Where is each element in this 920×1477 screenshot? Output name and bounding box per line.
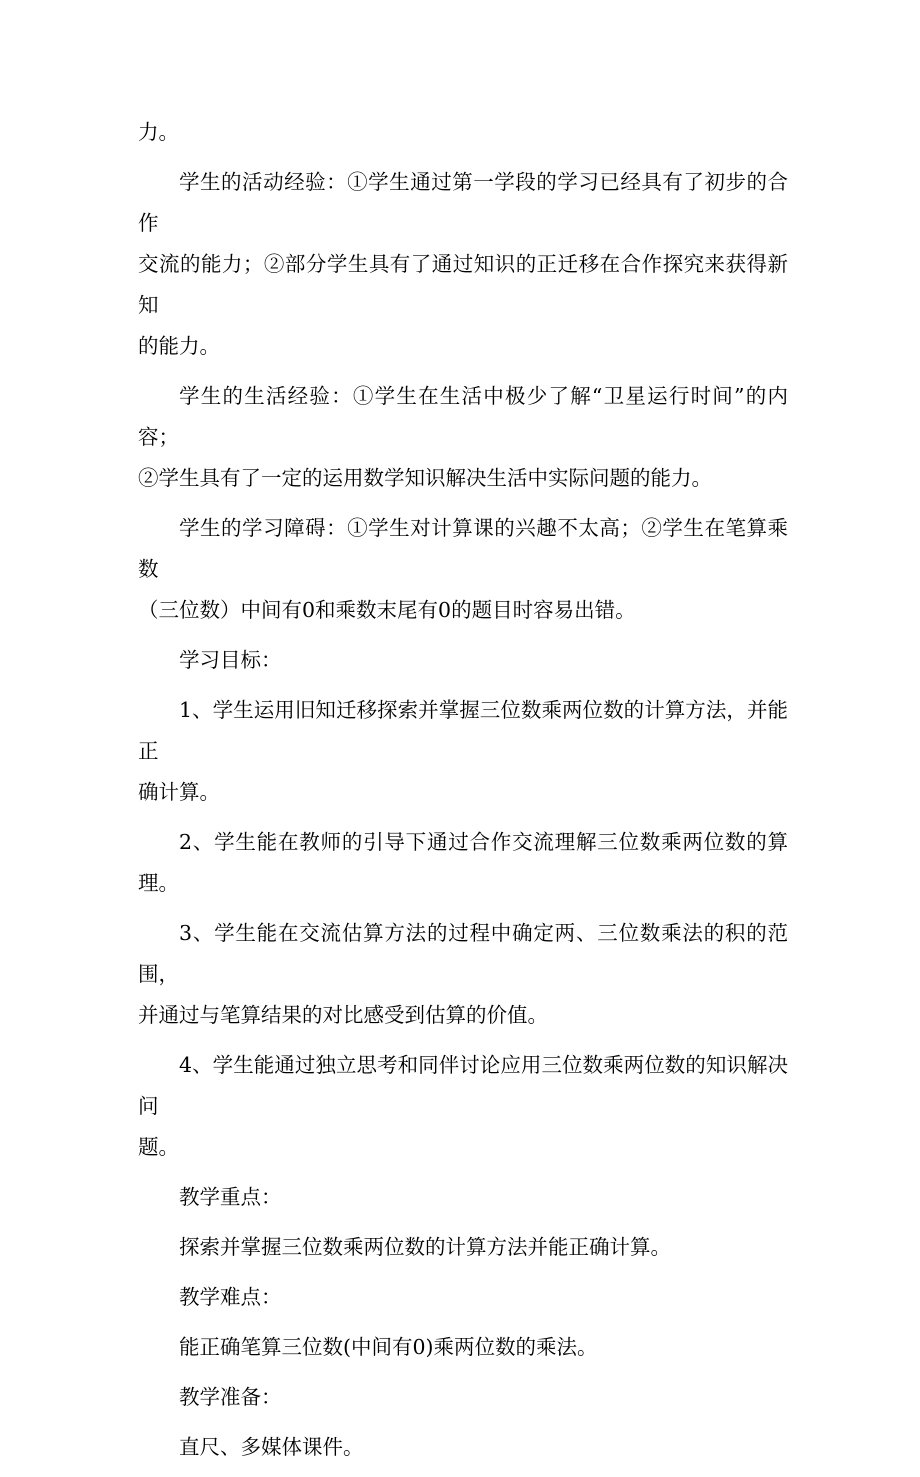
text-line: 探索并掌握三位数乘两位数的计算方法并能正确计算。 bbox=[179, 1235, 671, 1259]
paragraph bbox=[138, 112, 788, 153]
paragraph bbox=[138, 1045, 788, 1168]
text-line: 教学准备： bbox=[179, 1385, 282, 1409]
paragraph bbox=[138, 376, 788, 499]
text-line: 的能力。 bbox=[138, 334, 220, 358]
text-line: 教学难点： bbox=[179, 1285, 282, 1309]
text-line: 能正确笔算三位数(中间有0)乘两位数的乘法。 bbox=[179, 1335, 598, 1359]
paragraph bbox=[138, 1227, 788, 1268]
text-line: 交流的能力；②部分学生具有了通过知识的正迁移在合作探究来获得新知 bbox=[138, 252, 788, 317]
text-line: 直尺、多媒体课件。 bbox=[179, 1435, 364, 1459]
text-line: 3、学生能在交流估算方法的过程中确定两、三位数乘法的积的范围， bbox=[138, 921, 788, 986]
paragraph bbox=[138, 640, 788, 681]
paragraph bbox=[138, 822, 788, 904]
paragraph bbox=[138, 1427, 788, 1468]
paragraph bbox=[138, 690, 788, 813]
text-line: 题。 bbox=[138, 1135, 179, 1159]
text-line: 学生的学习障碍：①学生对计算课的兴趣不太高；②学生在笔算乘数 bbox=[138, 516, 788, 581]
text-line: 教学重点： bbox=[179, 1185, 282, 1209]
text-line: 1、学生运用旧知迁移探索并掌握三位数乘两位数的计算方法，并能正 bbox=[138, 698, 788, 763]
paragraph bbox=[138, 162, 788, 367]
paragraph bbox=[138, 1327, 788, 1368]
text-line: 力。 bbox=[138, 120, 179, 144]
text-line: 确计算。 bbox=[138, 780, 220, 804]
text-line: ②学生具有了一定的运用数学知识解决生活中实际问题的能力。 bbox=[138, 466, 712, 490]
text-line: 学生的活动经验：①学生通过第一学段的学习已经具有了初步的合作 bbox=[138, 170, 788, 235]
text-line: 2、学生能在教师的引导下通过合作交流理解三位数乘两位数的算理。 bbox=[138, 830, 788, 895]
text-line: （三位数）中间有0和乘数末尾有0的题目时容易出错。 bbox=[138, 598, 636, 622]
text-line: 并通过与笔算结果的对比感受到估算的价值。 bbox=[138, 1003, 548, 1027]
paragraph bbox=[138, 1377, 788, 1418]
text-line: 4、学生能通过独立思考和同伴讨论应用三位数乘两位数的知识解决问 bbox=[138, 1053, 788, 1118]
paragraph bbox=[138, 1177, 788, 1218]
paragraph bbox=[138, 508, 788, 631]
paragraph bbox=[138, 913, 788, 1036]
paragraph bbox=[138, 1277, 788, 1318]
text-line: 学生的生活经验：①学生在生活中极少了解“卫星运行时间”的内容； bbox=[138, 384, 788, 449]
text-line: 学习目标： bbox=[179, 648, 282, 672]
document-page bbox=[138, 112, 788, 1477]
